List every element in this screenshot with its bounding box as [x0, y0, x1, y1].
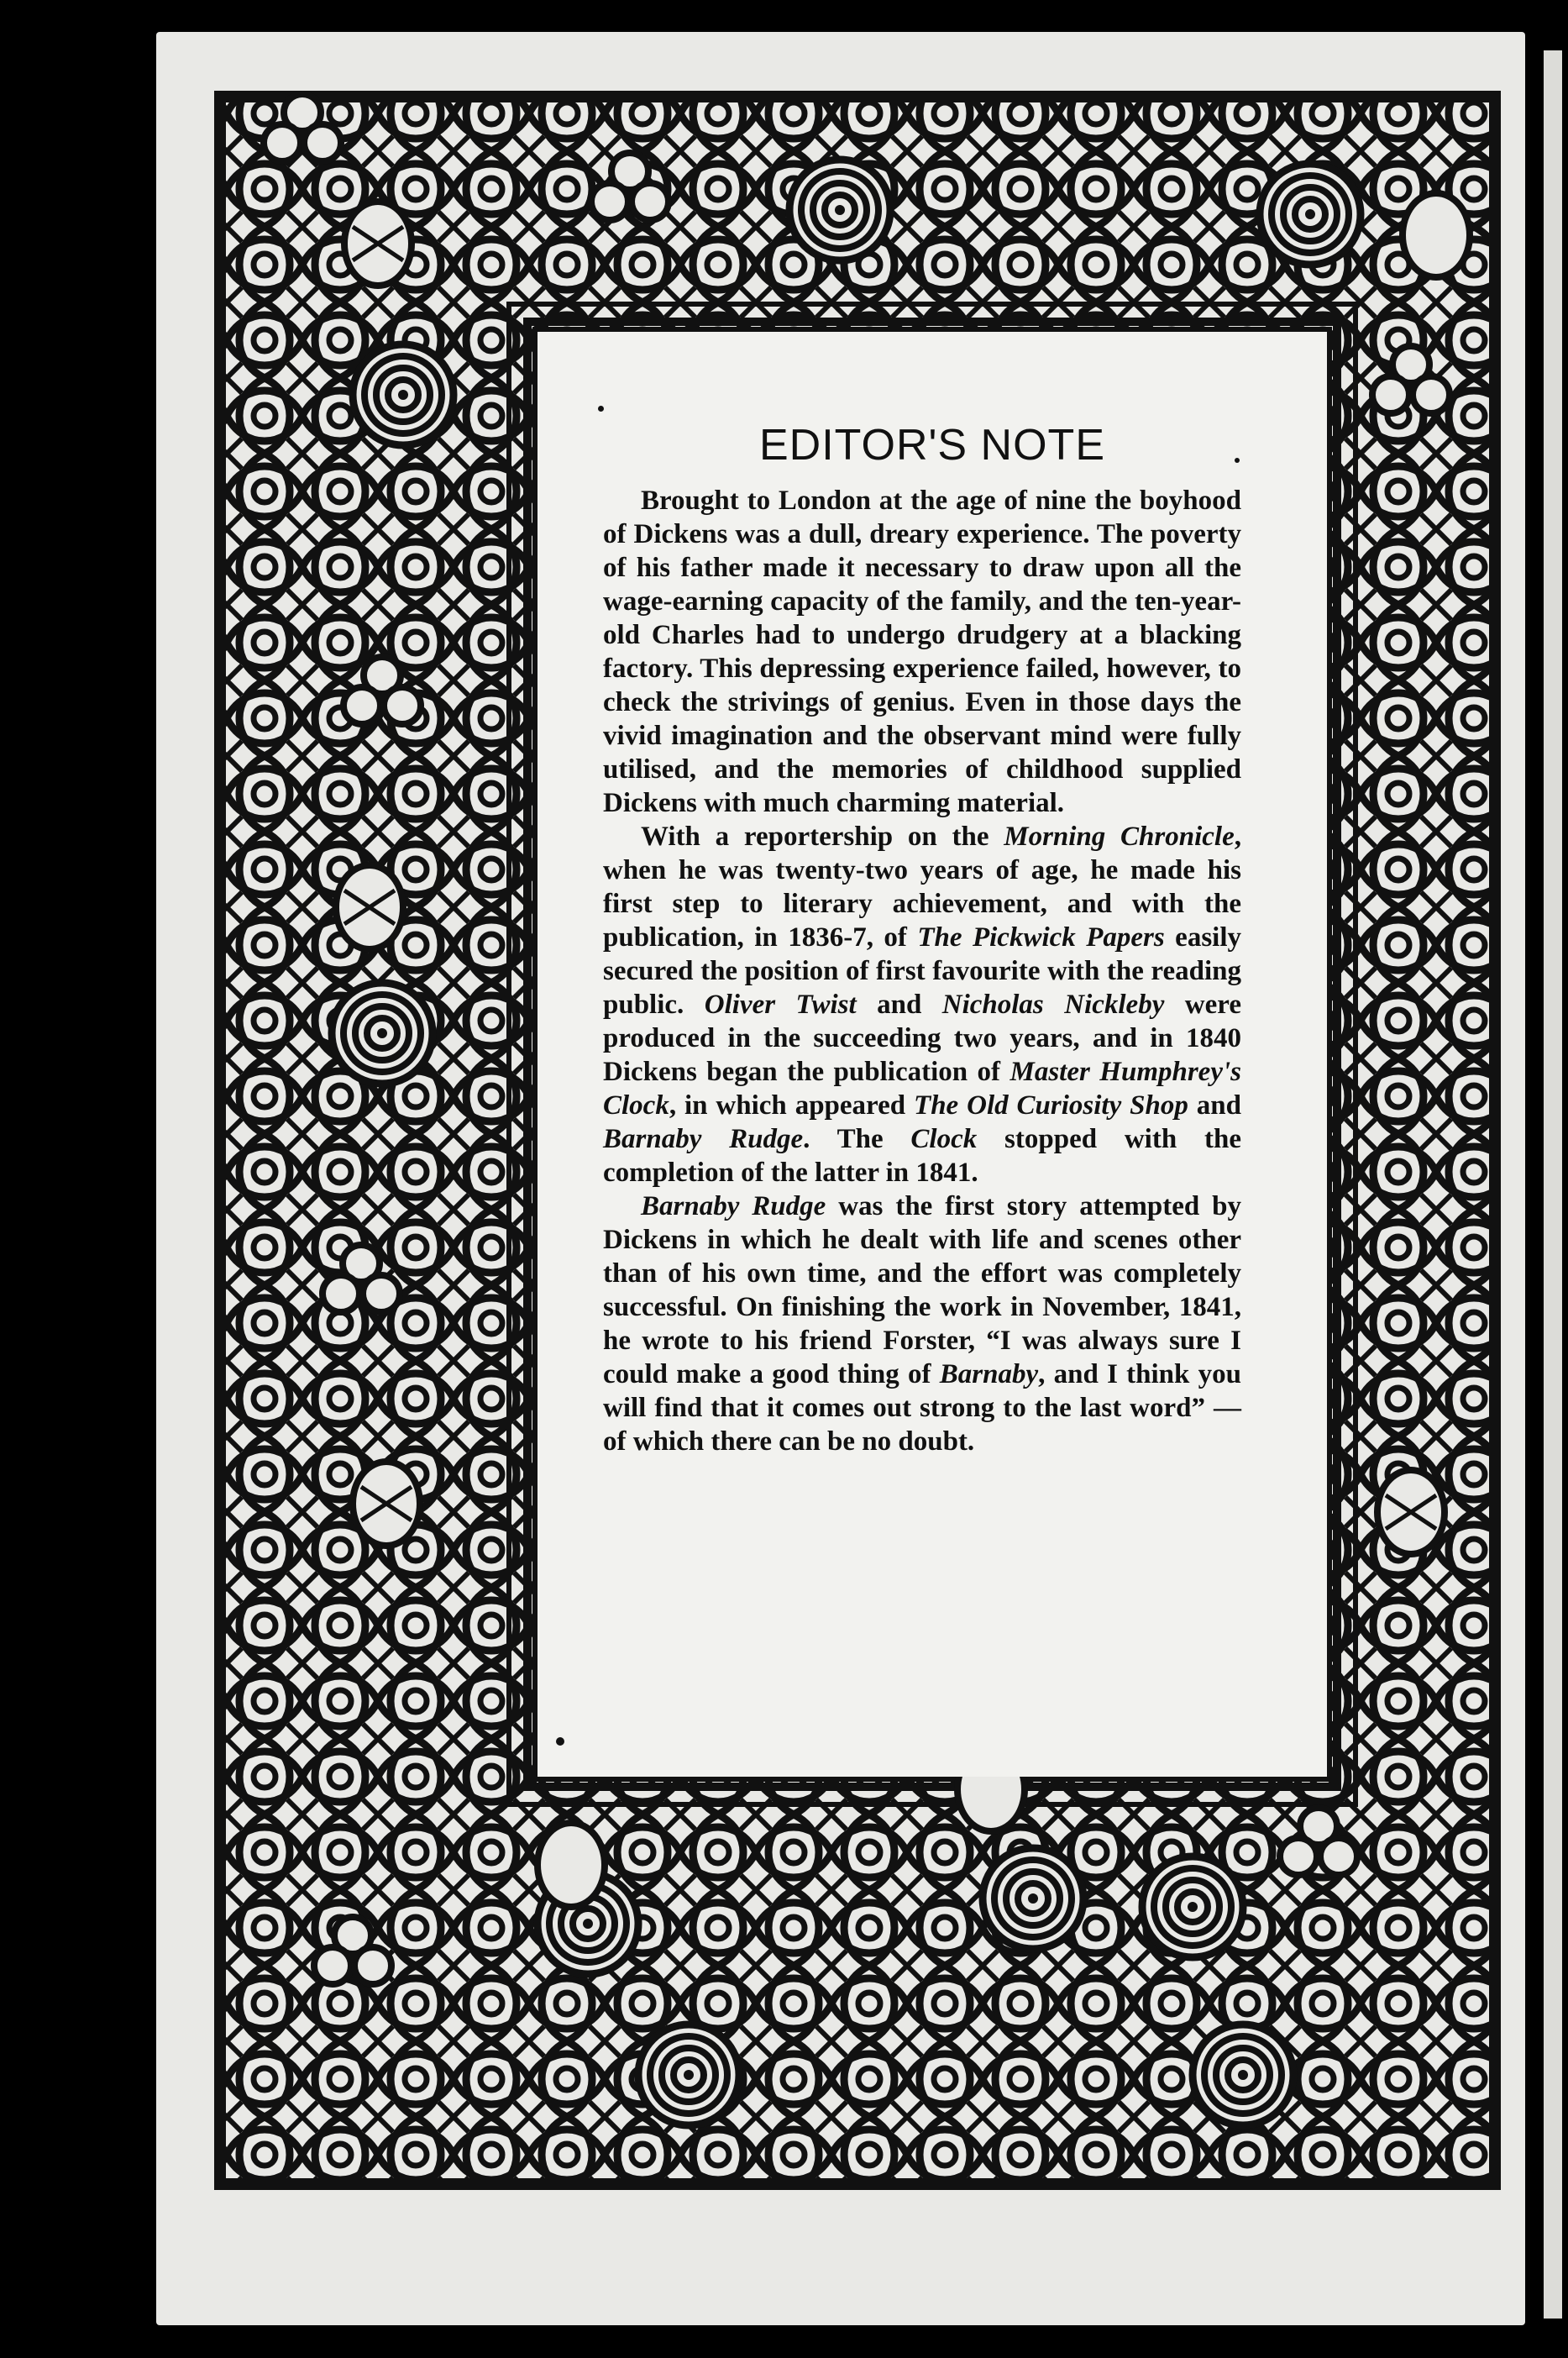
text-run: and — [856, 990, 942, 1020]
italic-title-run: Clock — [910, 1124, 978, 1154]
ink-speck — [1235, 458, 1240, 463]
paragraph — [603, 1190, 1241, 1458]
italic-title-run: Morning Chronicle — [1004, 822, 1235, 852]
italic-title-run: Nicholas Nickleby — [941, 990, 1165, 1020]
text-run: With a reportership on the — [641, 822, 1004, 852]
italic-title-run: The Old Curiosity Shop — [914, 1090, 1188, 1121]
text-run: . The — [803, 1124, 911, 1154]
text-run: , and I think you will find that it comes out strong to the last word” — of which there can be no doubt. — [603, 1359, 1241, 1457]
paragraph — [603, 820, 1241, 1190]
italic-title-run: Oliver Twist — [704, 990, 857, 1020]
page-title: EDITOR'S NOTE — [758, 421, 1105, 470]
paragraph — [603, 484, 1241, 820]
text-run: was the first story attempted by Dickens in which he dealt with life and scenes other than of his own time, and the effort was completely successful. On finishing the work in November, 1841, he wrote to his friend Forster, “I was always sure I could make a good thing of — [603, 1191, 1241, 1389]
italic-title-run: Barnaby Rudge — [603, 1124, 804, 1154]
text-run: , in which appeared — [669, 1090, 915, 1121]
ink-speck — [598, 406, 604, 412]
text-run: and — [1188, 1090, 1241, 1121]
editors-note-body — [603, 484, 1241, 1458]
text-run: stopped with the completion of the latter in 1841. — [603, 1124, 1241, 1188]
text-run: Brought to London at the age of nine the boyhood of Dickens was a dull, dreary experience. The poverty of his father made it necessary to draw upon all the wage-earning capacity of the family, and the ten-year-old Charles had to undergo drudgery at a blacking factory. This depressing experience failed, however, to check the strivings of genius. Even in those days the vivid imagination and the observant mind were fully utilised, and the memories of childhood supplied Dickens with much charming material. — [603, 486, 1241, 818]
text-run: , when he was twenty-two years of age, he made his first step to literary achievement, and with the publication, in 1836-7, of — [603, 822, 1241, 953]
text-run: were produced in the succeeding two years, and in 1840 Dickens began the publication of — [603, 990, 1241, 1087]
italic-title-run: The Pickwick Papers — [917, 922, 1165, 953]
italic-title-run: Master Humphrey's Clock — [603, 1057, 1241, 1121]
text-run: easily secured the position of first favourite with the reading public. — [603, 922, 1241, 1020]
italic-title-run: Barnaby Rudge — [641, 1191, 826, 1221]
italic-title-run: Barnaby — [939, 1359, 1039, 1389]
ink-speck — [556, 1737, 564, 1746]
